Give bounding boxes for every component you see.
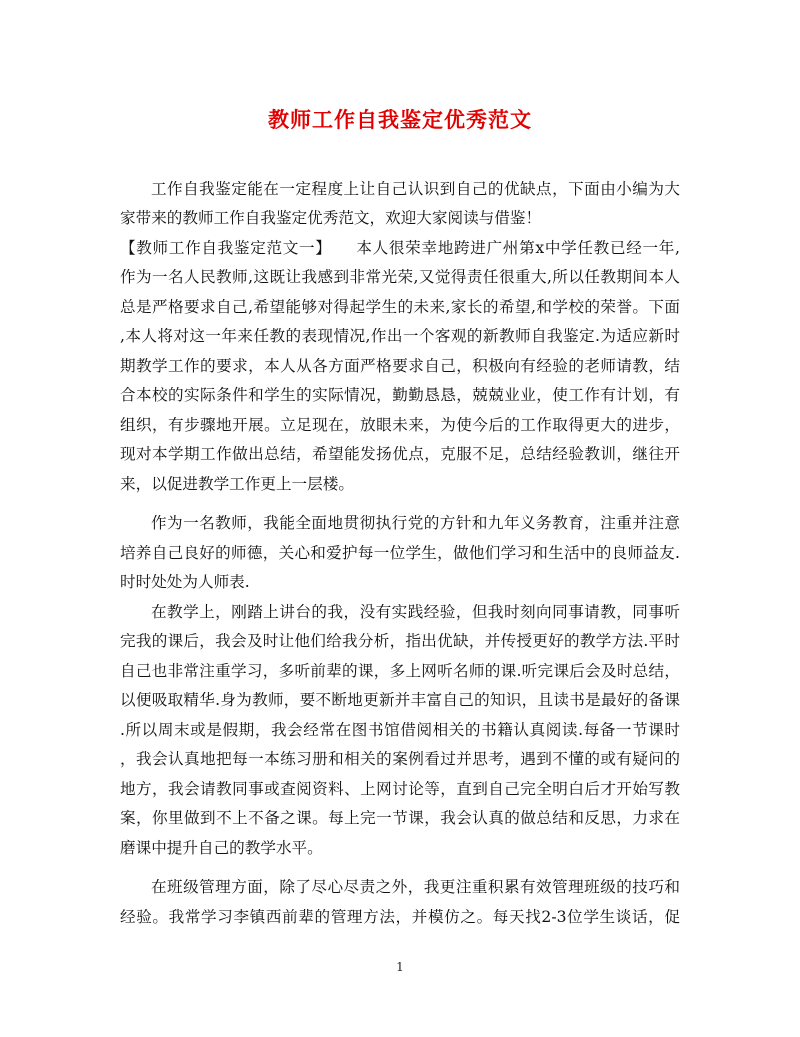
- paragraph-line: .所以周末或是假期，我会经常在图书馆借阅相关的书籍认真阅读.每备一节课时: [120, 721, 680, 739]
- paragraph-line: 培养自己良好的师德，关心和爱护每一位学生，做他们学习和生活中的良师益友.: [120, 544, 680, 562]
- paragraph-line: 【教师工作自我鉴定范文一】 本人很荣幸地跨进广州第x中学任教已经一年,: [120, 239, 680, 257]
- paragraph-line: 完我的课后，我会及时让他们给我分析，指出优缺，并传授更好的教学方法.平时: [120, 632, 680, 650]
- paragraph-line: ，我会认真地把每一本练习册和相关的案例看过并思考，遇到不懂的或有疑问的: [120, 750, 680, 768]
- paragraph-line: 作为一名教师，我能全面地贯彻执行党的方针和九年义务教育，注重并注意: [151, 514, 680, 532]
- paragraph-line: 自己也非常注重学习，多听前辈的课，多上网听名师的课.听完课后会及时总结，: [120, 662, 680, 680]
- paragraph-line: 磨课中提升自己的教学水平。: [120, 839, 323, 857]
- paragraph-line: 组织，有步骤地开展。立足现在，放眼未来，为使今后的工作取得更大的进步，: [120, 416, 680, 434]
- paragraph-line: 经验。我常学习李镇西前辈的管理方法，并模仿之。每天找2-3位学生谈话，促: [120, 908, 680, 926]
- paragraph-line: 时时处处为人师表.: [120, 573, 250, 591]
- paragraph-line: 来，以促进教学工作更上一层楼。: [120, 475, 354, 493]
- paragraph-line: 总是严格要求自己,希望能够对得起学生的未来,家长的希望,和学校的荣誉。下面: [120, 298, 680, 316]
- document-title: 教师工作自我鉴定优秀范文: [268, 107, 532, 132]
- paragraph-line: 工作自我鉴定能在一定程度上让自己认识到自己的优缺点，下面由小编为大: [151, 180, 680, 198]
- paragraph-line: 期教学工作的要求，本人从各方面严格要求自己，积极向有经验的老师请教，结: [120, 357, 680, 375]
- paragraph-line: 家带来的教师工作自我鉴定优秀范文，欢迎大家阅读与借鉴！: [120, 209, 542, 227]
- paragraph-line: ,本人将对这一年来任教的表现情况,作出一个客观的新教师自我鉴定.为适应新时: [120, 327, 680, 345]
- paragraph-line: 地方，我会请教同事或查阅资料、上网讨论等，直到自己完全明白后才开始写教: [120, 780, 680, 798]
- paragraph-line: 在教学上，刚踏上讲台的我，没有实践经验，但我时刻向同事请教，同事听: [151, 603, 680, 621]
- paragraph-line: 以便吸取精华.身为教师，要不断地更新并丰富自己的知识，且读书是最好的备课: [120, 691, 680, 709]
- paragraph-line: 在班级管理方面，除了尽心尽责之外，我更注重积累有效管理班级的技巧和: [151, 878, 680, 896]
- page-number: 1: [396, 960, 404, 974]
- paragraph-line: 作为一名人民教师,这既让我感到非常光荣,又觉得责任很重大,所以任教期间本人: [120, 268, 680, 286]
- paragraph-line: 案，你里做到不上不备之课。每上完一节课，我会认真的做总结和反思，力求在: [120, 809, 680, 827]
- paragraph-line: 现对本学期工作做出总结，希望能发扬优点，克服不足，总结经验教训，继往开: [120, 445, 680, 463]
- paragraph-line: 合本校的实际条件和学生的实际情况，勤勤恳恳，兢兢业业，使工作有计划，有: [120, 386, 680, 404]
